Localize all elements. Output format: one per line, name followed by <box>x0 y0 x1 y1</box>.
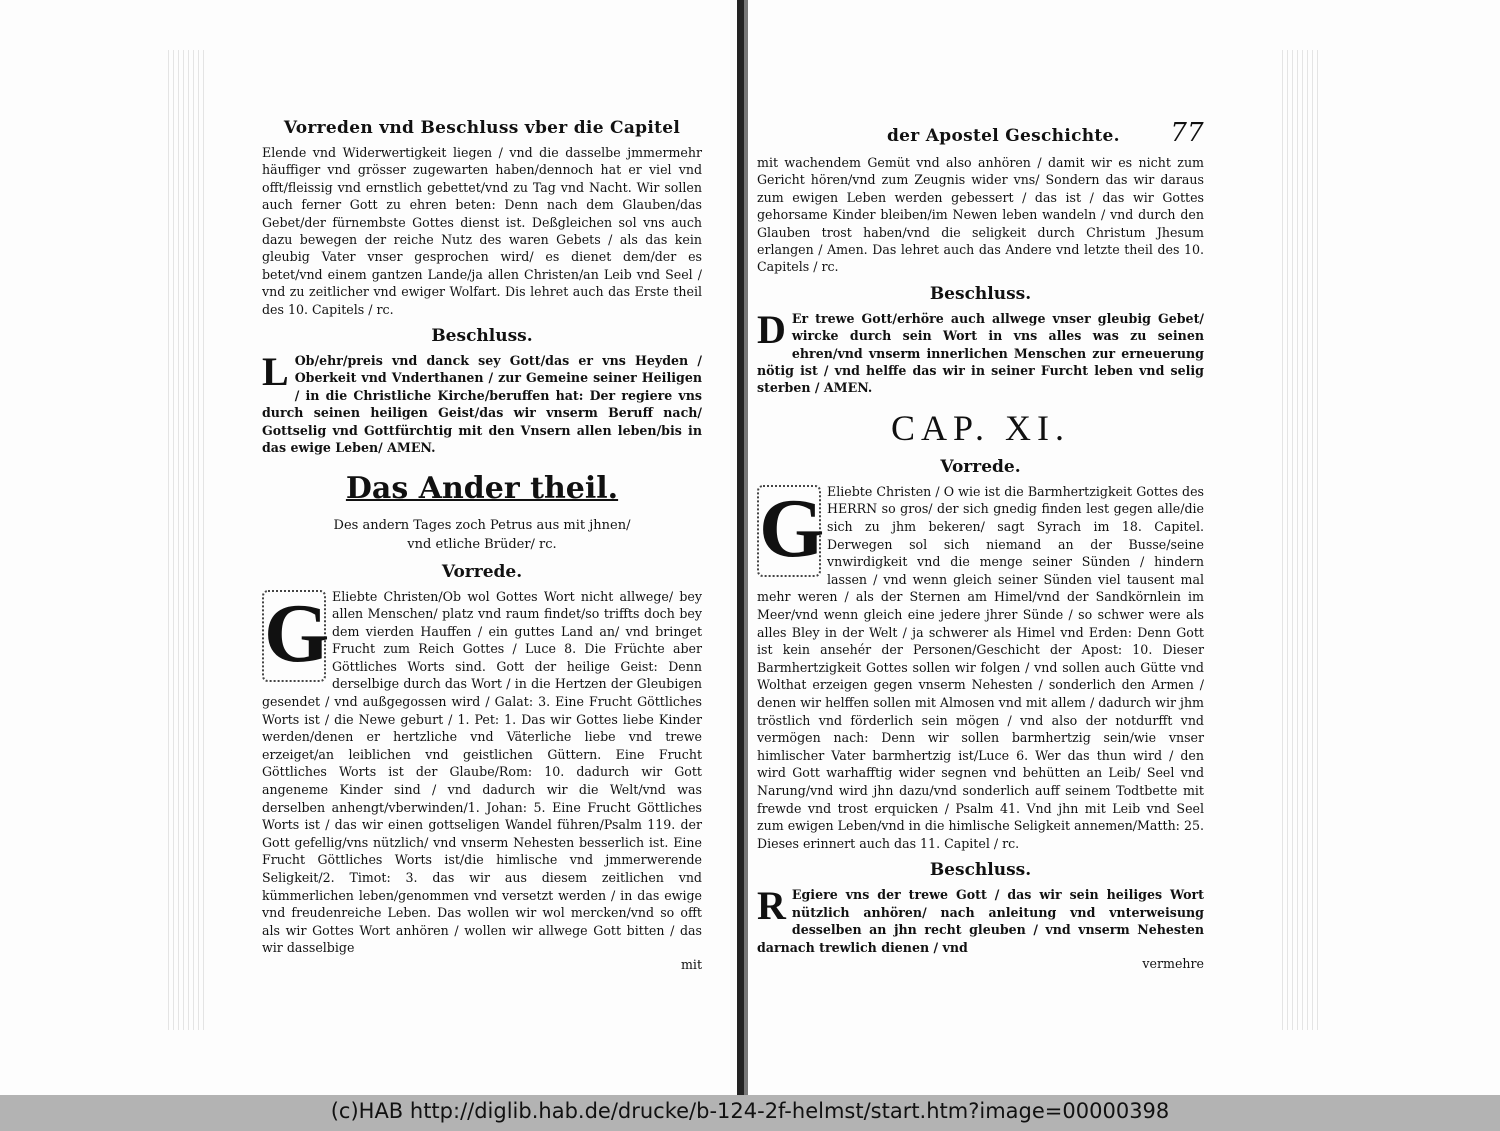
left-beschluss-text: Ob/ehr/preis vnd danck sey Gott/das er vns Heyden / Oberkeit vnd Vnderthanen / zur Gemeine seiner Heiligen / in die Christliche Kirche/beruffen hat: Der regiere vns durch seinen heiligen Geist/das wir vnserm Beruff nach/ Gottselig vnd Gottfürchtig mit den Vnsern allen leben/bis in das ewige Leben/ AMEN. <box>262 353 702 456</box>
left-beschluss-heading: Beschluss. <box>431 326 533 347</box>
right-vorrede-initial: G <box>759 481 825 575</box>
left-vorrede-initial: G <box>264 586 330 680</box>
right-beschluss2-initial: R <box>757 883 786 929</box>
left-page <box>262 118 702 972</box>
left-vorrede-paragraph <box>262 588 702 957</box>
right-running-head <box>757 118 1204 148</box>
book-gutter <box>737 0 744 1095</box>
right-beschluss2-text: Egiere vns der trewe Gott / das wir sein heiliges Wort nützlich anhören/ nach anleitung vnd vnterweisung desselben an jhn recht gleuben / vnd vnserm Nehesten darnach trewlich dienen / vnd <box>757 887 1204 955</box>
right-intro-paragraph: mit wachendem Gemüt vnd also anhören / damit wir es nicht zum Gericht hören/vnd zum Zeugnis wider vns/ Sondern das wir daraus zum ewigen Leben werden gebessert / das ist / das wir Gottes gehorsame Kinder bleiben/im Newen leben wandeln / vnd durch den Glauben trost haben/vnd die seligkeit durch Christum Jhesum erlangen / Amen. Das lehret auch das Andere vnd letzte theil des 10. Capitels / rc. <box>757 155 1204 275</box>
right-beschluss2-heading: Beschluss. <box>929 860 1032 881</box>
right-catchword: vermehre <box>1142 955 1204 971</box>
left-section-heading: Das Ander theil. <box>345 470 619 506</box>
chapter-heading: CAP. XI. <box>890 407 1071 448</box>
right-beschluss-paragraph <box>757 306 1204 397</box>
left-catchword: mit <box>680 956 702 972</box>
right-beschluss2-paragraph <box>757 883 1204 956</box>
page-edge-left <box>168 50 208 1030</box>
right-vorrede-text: Eliebte Christen / O wie ist die Barmhertzigkeit Gottes des HERRN so gros/ der sich gnedig finden lest gegen alle/die sich zu jhm bekeren/ sagt Syrach im 18. Capitel. Derwegen sol sich niemand an der Busse/seine vnwirdigkeit vnd die menge seiner Sünden / hindern lassen / vnd wenn gleich seiner Sünden viel tausent mal mehr weren / als der Sternen am Himel/vnd der Sandkörnlein im Meer/vnd wenn gleich eine jedere jhrer Sünde / so schwer were als alles Bley in der Welt / ja schwerer als Himel vnd Erden: Denn Gott ist kein ansehér der Personen/Geschicht der Apost: 10. Dieser Barmhertzigkeit Gottes sollen wir folgen / vnd sollen auch Gütte vnd Wolthat erzeigen gegen vnserm Nehesten / sonderlich den Armen / denen wir helffen sollen mit Almosen vnd mit allem / dadurch wir jhm tröstlich vnd förderlich sein mögen / vnd also der notdurfft vnd vermögen nach: Denn wir sollen barmhertzig sein/wie vnser himlischer Vater barmhertzig ist/Luce 6. Wer das thun wird / den wird Gott warhafftig wider segnen vnd behütten an Leib/ Seel vnd Narung/vnd wird jhn dazu/vnd sonderlich auff seinem Todtbette mit frewde vnd trost erquicken / Psalm 41. Vnd jhn mit Leib vnd Seel zum ewigen Leben/vnd in die himlische Seligkeit annemen/Matth: 25. Dieses erinnert auch das 11. Capitel / rc. <box>757 483 1204 851</box>
right-beschluss-heading: Beschluss. <box>929 283 1032 304</box>
left-vorrede-heading: Vorrede. <box>441 561 523 582</box>
right-beschluss-initial: D <box>757 306 786 352</box>
left-beschluss-paragraph <box>262 349 702 456</box>
right-vorrede-heading: Vorrede. <box>940 456 1021 477</box>
left-intro-paragraph: Elende vnd Widerwertigkeit liegen / vnd die dasselbe jmmermehr häuffiger vnd grösser zugewarten haben/dennoch hat er viel vnd offt/fleissig vnd ernstlich gebettet/vnd zu Tag vnd Nacht. Wir sollen auch ferner Gott zu ehren beten: Denn nach dem Glauben/das Gebet/der fürnembste Gottes dienst ist. Deßgleichen sol vns auch dazu bewegen der reiche Nutz des waren Gebets / als das kein gleubig Vater vnser gesprochen wird/ es dienet dem/der es betet/vnd einem gantzen Lande/ja allen Christen/an Leib vnd Seel / vnd zu zeitlicher vnd ewiger Wolfart. Dis lehret auch das Erste theil des 10. Capitels / rc. <box>262 145 702 317</box>
left-running-head: Vorreden vnd Beschluss vber die Capitel <box>283 118 681 138</box>
right-vorrede-paragraph <box>757 483 1204 852</box>
book-gutter-shadow <box>744 0 748 1095</box>
left-vorrede-text: Eliebte Christen/Ob wol Gottes Wort nicht allwege/ bey allen Menschen/ platz vnd raum findet/so triffts doch bey dem vierden Hauffen / ein guttes Land an/ vnd bringet Frucht zum Reich Gottes / Luce 8. Die Früchte aber Göttliches Worts sind. Gott der heilige Geist: Denn derselbige durch das Wort / in die Hertzen der Gleubigen gesendet / vnd außgegossen wird / Galat: 3. Eine Frucht Göttliches Worts ist / die Newe geburt / 1. Pet: 1. Das wir Gottes liebe Kinder werden/denen er hertzliche vnd Väterliche liebe vnd trewe erzeiget/an leiblichen vnd geistlichen Güttern. Eine Frucht Göttliches Worts ist der Glaube/Rom: 10. dadurch wir Gott angeneme Kinder sind / vnd dadurch wir die Welt/vnd was derselben anhengt/vberwinden/1. Johan: 5. Eine Frucht Göttliches Worts ist / das wir einen gottseligen Wandel führen/Psalm 119. der Gott gefellig/vns nützlich/ vnd vnserm Nehesten besserlich ist. Eine Frucht Göttliches Worts ist/die himlische vnd jmmerwerende Seligkeit/2. Timot: 3. das wir aus diesem zeitlichen vnd kümmerlichen leben/genommen vnd versetzt werden / in das ewige vnd freudenreiche Leben. Das wollen wir wol mercken/vnd so offt als wir Gottes Wort anhören / wollen wir allwege Gott bitten / das wir dasselbige <box>262 588 702 956</box>
page-number: 77 <box>1170 118 1204 148</box>
left-beschluss-initial: L <box>262 349 289 395</box>
left-section-subtitle-2: vnd etliche Brüder/ rc. <box>407 536 557 552</box>
right-beschluss-text: Er trewe Gott/erhöre auch allwege vnser gleubig Gebet/ wircke durch sein Wort in vns alles was zu seinen ehren/vnd vnserm innerlichen Menschen zur erneuerung nötig ist / vnd helffe das wir in seiner Furcht leben vnd selig sterben / AMEN. <box>757 310 1204 396</box>
right-page <box>757 118 1204 971</box>
footer-bar <box>0 1095 1500 1131</box>
left-section-subtitle-1: Des andern Tages zoch Petrus aus mit jhnen/ <box>333 517 631 533</box>
footer-copyright-url: (c)HAB http://diglib.hab.de/drucke/b-124-2f-helmst/start.htm?image=00000398 <box>330 1099 1170 1123</box>
right-running-head-title: der Apostel Geschichte. <box>887 126 1120 146</box>
page-edge-right <box>1282 50 1318 1030</box>
